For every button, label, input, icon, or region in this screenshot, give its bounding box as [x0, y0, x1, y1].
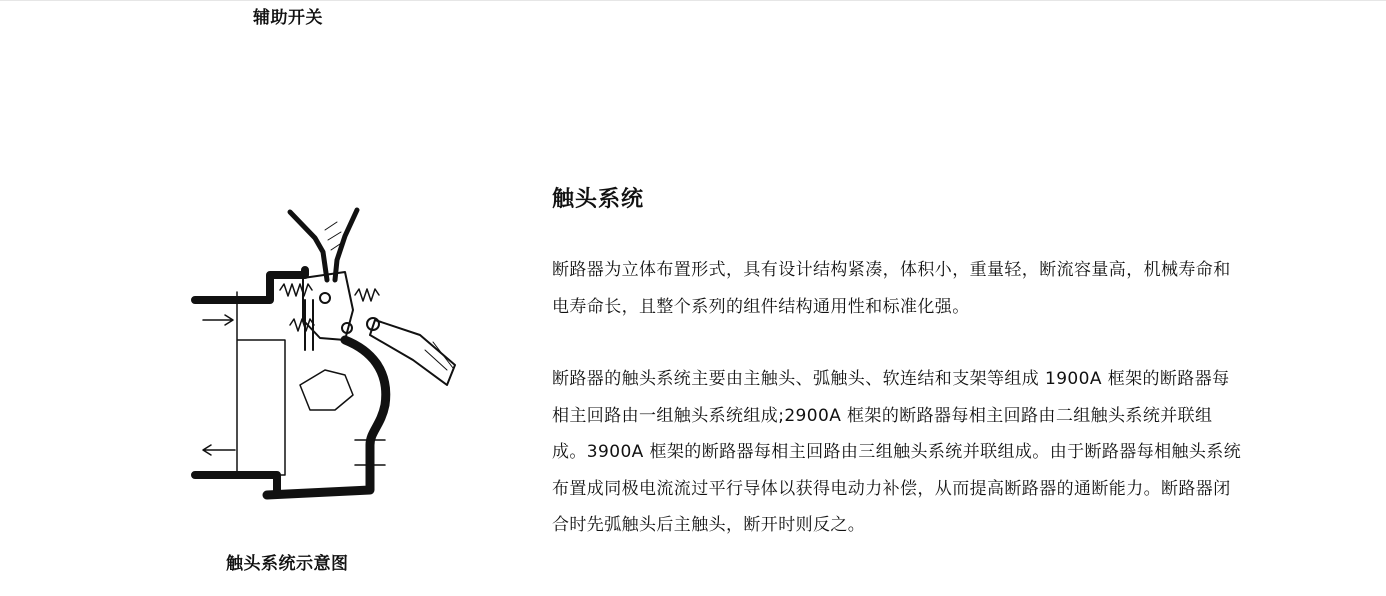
spring-right	[355, 289, 379, 301]
diagram-caption: 触头系统示意图	[226, 554, 349, 574]
spring-upper	[280, 284, 312, 296]
pivot-upper	[320, 293, 330, 303]
reference-mark-upper	[355, 432, 385, 448]
paragraph-structure: 断路器为立体布置形式，具有设计结构紧凑，体积小，重量轻，断流容量高，机械寿命和电寿命长，且整个系列的组件结构通用性和标准化强。	[552, 260, 1231, 317]
aux-switch-caption: 辅助开关	[253, 8, 323, 28]
frame-outline	[237, 292, 285, 475]
contact-bracket	[300, 370, 353, 410]
top-border-line	[0, 0, 1386, 1]
section-title: 触头系统	[552, 187, 645, 212]
reference-mark-lower	[355, 457, 385, 473]
lever-handle-lines	[425, 342, 453, 370]
lower-arrow	[203, 445, 235, 455]
contact-system-diagram	[185, 200, 475, 505]
lower-terminal-bar	[195, 475, 277, 492]
paragraph-contact-system: 断路器的触头系统主要由主触头、弧触头、软连结和支架等组成 1900A 框架的断路器每相主回路由一组触头系统组成;2900A 框架的断路器每相主回路由二组触头系统并联组成。3900A 框架的断路器每相主回路由三组触头系统并联组成。由于断路器每相触头系统布置成同极电流流过平行导体以获得电动力补偿，从而提高断路器的通断能力。断路器闭合时先弧触头后主触头，断开时则反之。	[552, 369, 1242, 535]
upper-arrow	[203, 315, 233, 325]
